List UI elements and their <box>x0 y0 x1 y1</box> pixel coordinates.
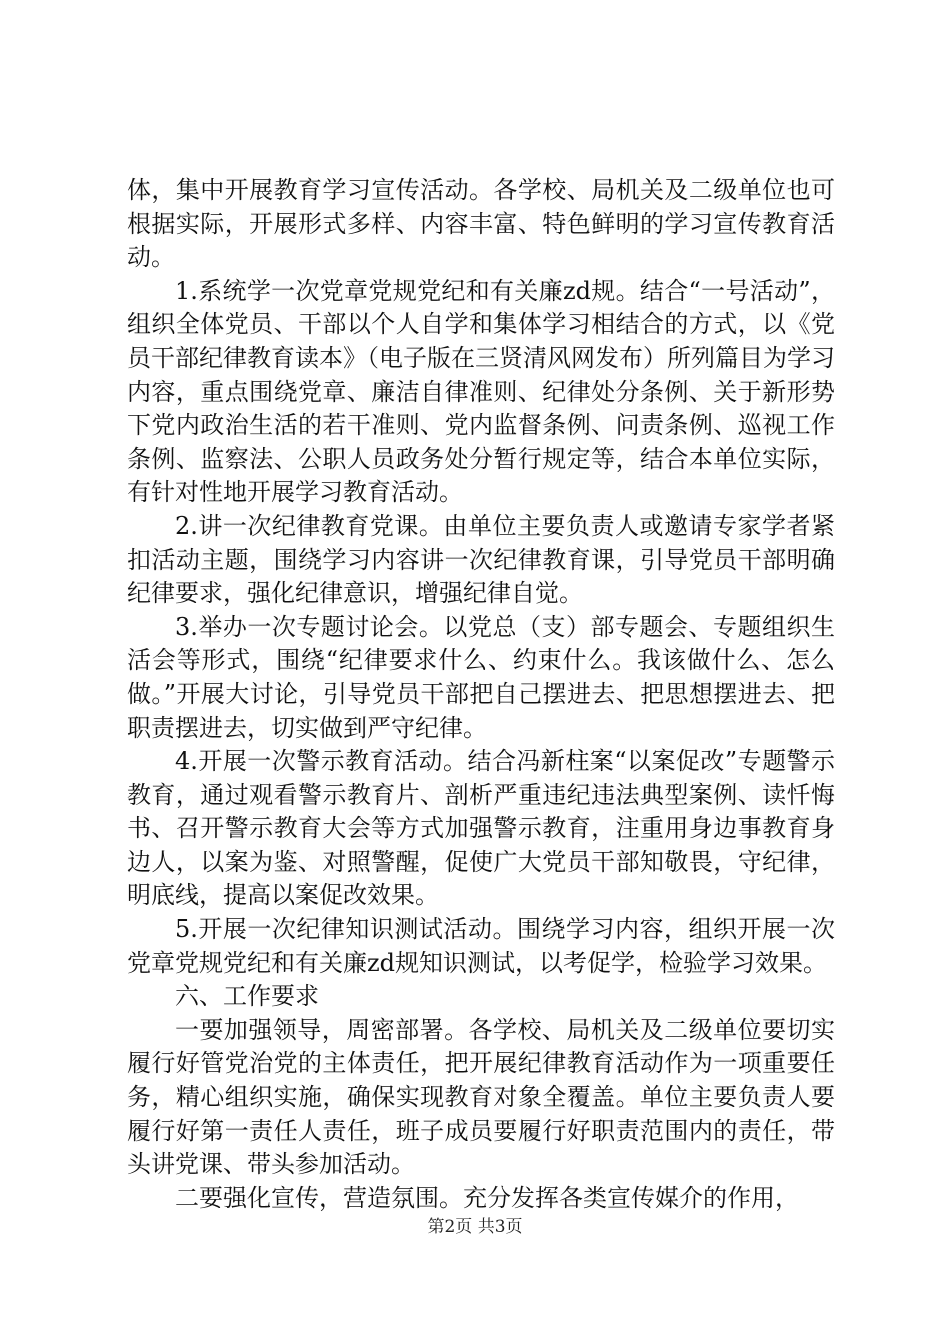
paragraph-item-5: 5.开展一次纪律知识测试活动。围绕学习内容，组织开展一次党章党规党纪和有关廉zd规知识测试，以考促学，检验学习效果。 <box>127 915 835 977</box>
paragraph-item-3: 3.举办一次专题讨论会。以党总（支）部专题会、专题组织生活会等形式，围绕“纪律要求什么、约束什么。我该做什么、怎么做。”开展大讨论，引导党员干部把自己摆进去、把思想摆进去、把职责摆进去，切实做到严守纪律。 <box>127 612 835 742</box>
page-number: 第2页 共3页 <box>427 1217 523 1237</box>
document-body <box>127 174 835 1215</box>
paragraph-continuation: 体，集中开展教育学习宣传活动。各学校、局机关及二级单位也可根据实际，开展形式多样、内容丰富、特色鲜明的学习宣传教育活动。 <box>127 176 835 272</box>
paragraph-requirement-1: 一要加强领导，周密部署。各学校、局机关及二级单位要切实履行好管党治党的主体责任，把开展纪律教育活动作为一项重要任务，精心组织实施，确保实现教育对象全覆盖。单位主要负责人要履行好第一责任人责任，班子成员要履行好职责范围内的责任，带头讲党课、带头参加活动。 <box>127 1015 835 1179</box>
paragraph-item-1: 1.系统学一次党章党规党纪和有关廉zd规。结合“一号活动”，组织全体党员、干部以个人自学和集体学习相结合的方式，以《党员干部纪律教育读本》（电子版在三贤清风网发布）所列篇目为学习内容，重点围绕党章、廉洁自律准则、纪律处分条例、关于新形势下党内政治生活的若干准则、党内监督条例、问责条例、巡视工作条例、监察法、公职人员政务处分暂行规定等，结合本单位实际，有针对性地开展学习教育活动。 <box>127 276 835 507</box>
paragraph-requirement-2: 二要强化宣传，营造氛围。充分发挥各类宣传媒介的作用， <box>175 1183 799 1212</box>
paragraph-item-4: 4.开展一次警示教育活动。结合冯新柱案“以案促改”专题警示教育，通过观看警示教育片、剖析严重违纪违法典型案例、读忏悔书、召开警示教育大会等方式加强警示教育，注重用身边事教育身边人，以案为鉴、对照警醒，促使广大党员干部知敬畏，守纪律，明底线，提高以案促改效果。 <box>127 747 835 910</box>
paragraph-item-2: 2.讲一次纪律教育党课。由单位主要负责人或邀请专家学者紧扣活动主题，围绕学习内容讲一次纪律教育课，引导党员干部明确纪律要求，强化纪律意识，增强纪律自觉。 <box>127 511 835 608</box>
section-heading: 六、工作要求 <box>175 982 319 1011</box>
